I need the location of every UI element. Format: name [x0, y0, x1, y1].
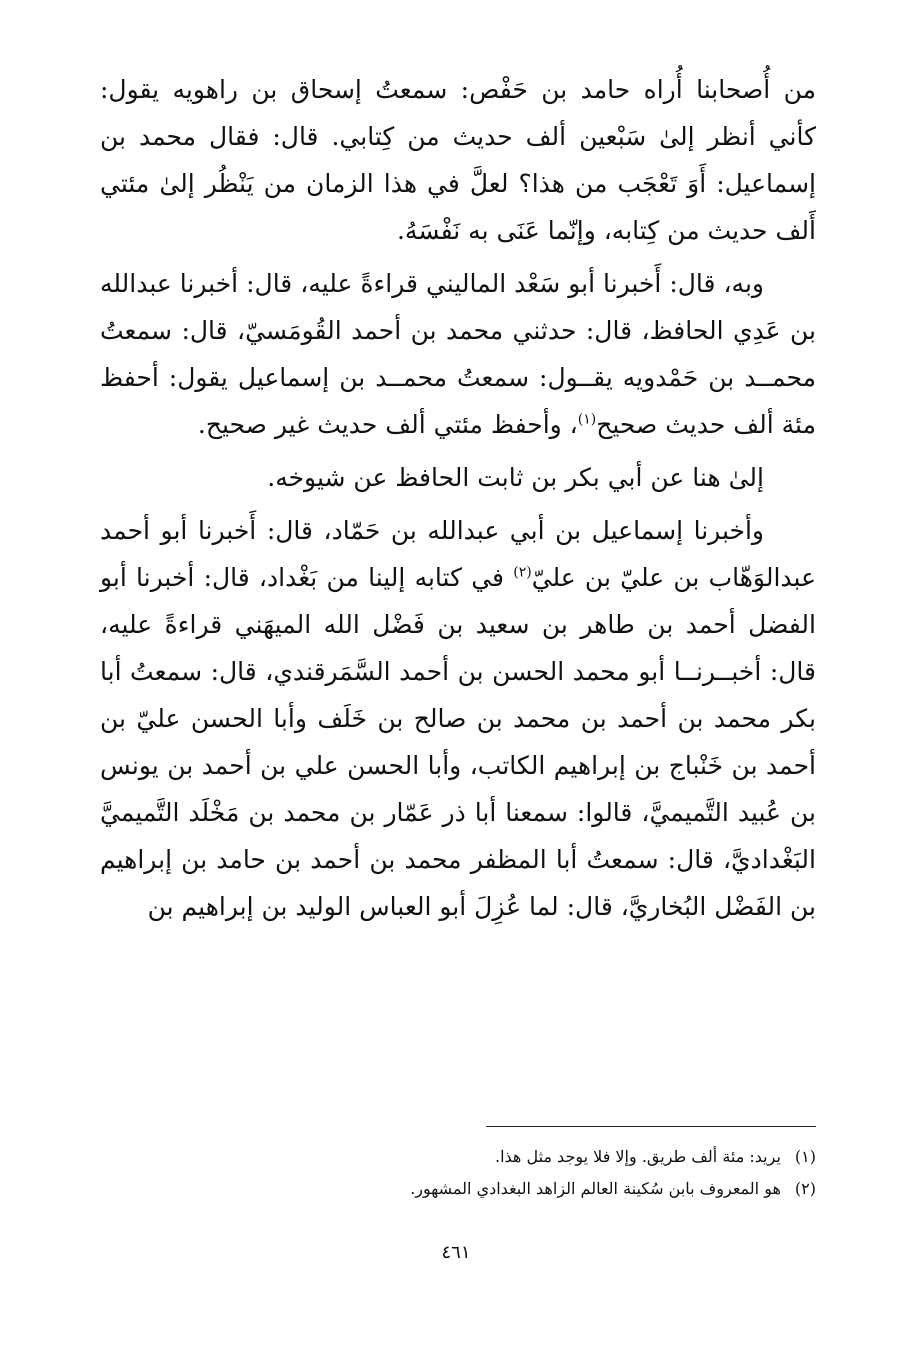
footnote-ref-2[interactable]: (٢) — [513, 564, 532, 581]
footnote-2 — [100, 1173, 816, 1205]
paragraph-3: إلىٰ هنا عن أبي بكر بن ثابت الحافظ عن شيوخه. — [267, 463, 764, 492]
paragraph-2 — [100, 260, 816, 448]
main-text — [100, 66, 816, 930]
footnotes-section — [100, 1126, 816, 1205]
footnote-1-number: (١) — [794, 1147, 816, 1166]
footnote-ref-1[interactable]: (١) — [577, 411, 597, 428]
paragraph-4-text: وأخبرنا إسماعيل بن أبي عبدالله بن حَمّاد، قال: أَخبرنا أبو أحمد عبدالوَهّاب بن عليّ بن عليّ — [100, 516, 816, 592]
footnote-1-text: يريد: مئة ألف طريق. وإلا فلا يوجد مثل هذا. — [495, 1147, 781, 1166]
footnote-divider — [486, 1126, 816, 1127]
paragraph-4 — [100, 507, 816, 930]
footnote-2-number: (٢) — [794, 1179, 816, 1198]
footnote-2-text: هو المعروف بابن سُكينة العالم الزاهد البغدادي المشهور. — [410, 1179, 781, 1198]
page-number: ٤٦١ — [441, 1242, 471, 1263]
footnote-1 — [100, 1141, 816, 1173]
paragraph-1: من أُصحابنا أُراه حامد بن حَفْص: سمعتُ إسحاق بن راهويه يقول: كأني أنظر إلىٰ سَبْعين ألف حديث من كِتابي. قال: فقال محمد بن إسماعيل: أَوَ تَعْجَب من هذا؟ لعلَّ في هذا الزمان من يَنْظُر إلىٰ مئتي أَلف حديث من كِتابه، وإنّما عَنَى به نَفْسَهُ. — [100, 75, 816, 245]
paragraph-2-tail: ، وأحفظ مئتي ألف حديث غير صحيح. — [197, 410, 578, 439]
paragraph-4-tail: في كتابه إلينا من بَغْداد، قال: أخبرنا أبو الفضل أحمد بن طاهر بن سعيد بن فَضْل الله الميهَني قراءةً عليه، قال: أخبــرنــا أبو محمد الحسن بن أحمد السَّمَرقندي، قال: سمعتُ أبا بكر محمد بن أحمد بن محمد بن صالح بن خَلَف وأبا الحسن عليّ بن أحمد بن خَنْباج بن إبراهيم الكاتب، وأبا الحسن علي بن أحمد بن يونس بن عُبيد التَّميميَّ، قالوا: سمعنا أبا ذر عَمّار بن محمد بن مَخْلَد التَّميميَّ البَغْداديَّ، قال: سمعتُ أبا المظفر محمد بن أحمد بن حامد بن إبراهيم بن الفَضْل البُخاريَّ، قال: لما عُزِلَ أبو العباس الوليد بن إبراهيم بن — [100, 563, 816, 921]
paragraph-2-text: وبه، قال: أَخبرنا أبو سَعْد الماليني قراءةً عليه، قال: أخبرنا عبدالله بن عَدِي الحافظ، قال: حدثني محمد بن أحمد القُومَسيّ، قال: سمعتُ محمــد بن حَمْدويه يقــول: سمعتُ محمــد بن إسماعيل يقول: أحفظ مئة ألف حديث صحيح — [100, 269, 816, 439]
